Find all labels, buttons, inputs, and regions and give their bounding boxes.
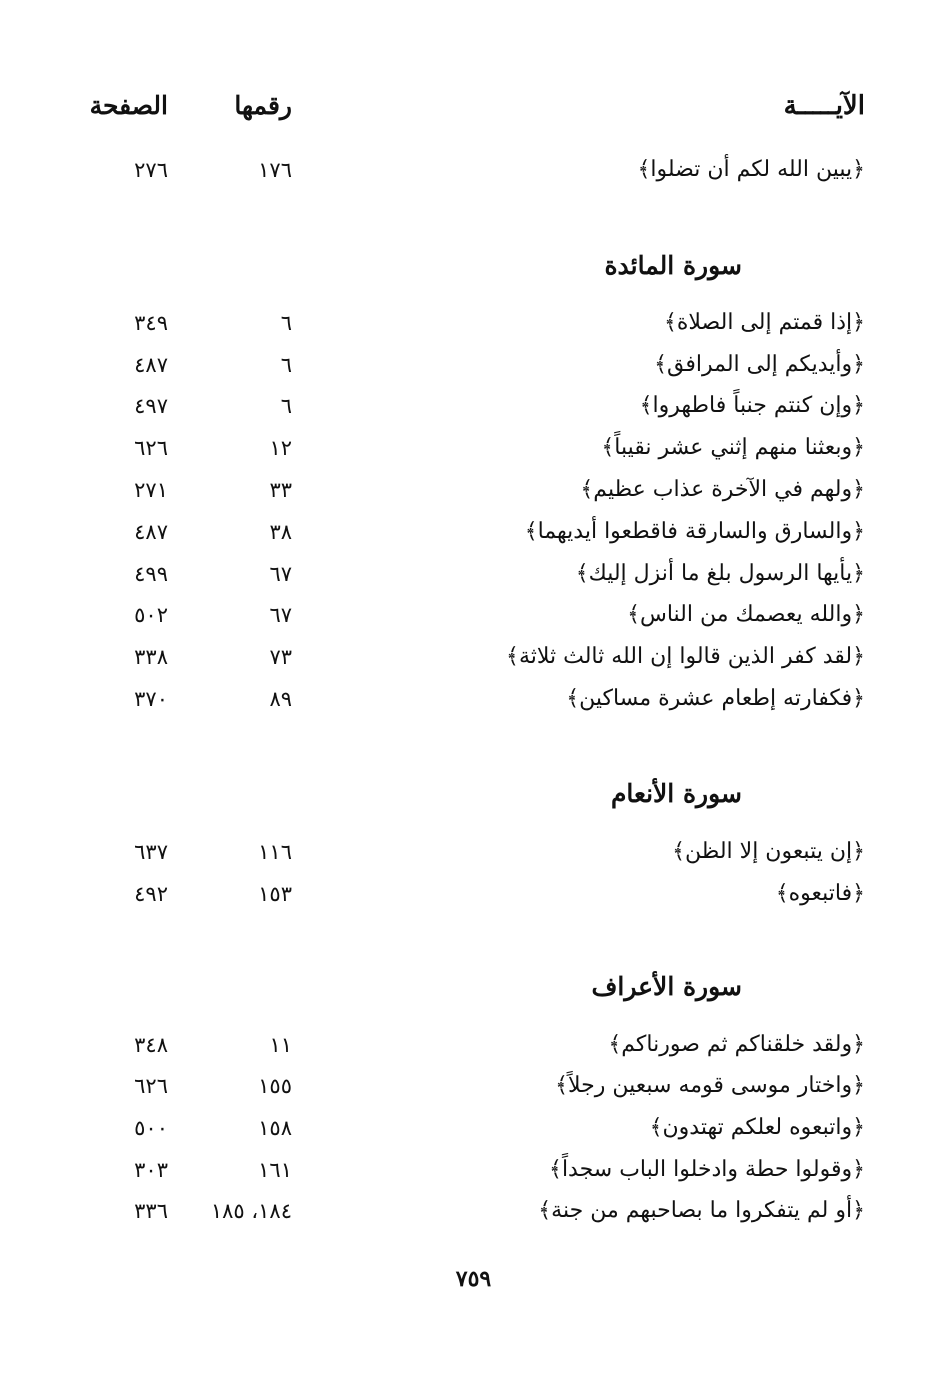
verse-number: ١٧٦: [258, 158, 292, 182]
page-reference: ٦٢٦: [134, 436, 168, 460]
verse-text: ﴿يبين الله لكم أن تضلوا﴾: [637, 157, 865, 182]
verse-number: ٧٣: [269, 645, 292, 669]
verse-number: ٦٧: [269, 603, 292, 627]
surah-heading: سورة المائدة: [604, 251, 742, 280]
verse-number: ١٥٨: [258, 1116, 292, 1140]
verse-text: ﴿إذا قمتم إلى الصلاة﴾: [664, 310, 865, 335]
page-number: ٧٥٩: [455, 1266, 492, 1292]
verse-number: ٣٨: [269, 520, 292, 544]
verse-text: ﴿فكفارته إطعام عشرة مساكين﴾: [566, 686, 865, 711]
page-reference: ٣٤٨: [134, 1033, 168, 1057]
table-row: [0, 1066, 947, 1106]
verse-text: ﴿وأيديكم إلى المرافق﴾: [654, 352, 865, 377]
table-row: [0, 512, 947, 552]
verse-number: ٦: [280, 311, 292, 335]
verse-number: ١١٦: [258, 840, 292, 864]
verse-number: ٦: [280, 353, 292, 377]
verse-text: ﴿وإن كنتم جنباً فاطهروا﴾: [639, 393, 865, 418]
page-reference: ٣٧٠: [134, 687, 168, 711]
verse-number: ١٥٣: [258, 882, 292, 906]
page-reference: ٤٩٢: [134, 882, 168, 906]
table-row: [0, 386, 947, 426]
surah-heading: سورة الأنعام: [610, 779, 742, 808]
page-reference: ٥٠٠: [134, 1116, 168, 1140]
verse-number: ١٢: [269, 436, 292, 460]
verse-number: ١٨٤، ١٨٥: [210, 1199, 292, 1223]
page-reference: ٥٠٢: [134, 603, 168, 627]
table-row: [0, 832, 947, 872]
verse-text: ﴿والله يعصمك من الناس﴾: [627, 602, 865, 627]
page-reference: ٦٢٦: [134, 1074, 168, 1098]
verse-text: ﴿ولقد خلقناكم ثم صورناكم﴾: [608, 1032, 865, 1057]
verse-number: ٦: [280, 394, 292, 418]
verse-column-header: الآيـــــة: [783, 91, 865, 121]
page-reference: ٢٧١: [134, 478, 168, 502]
table-row: [0, 679, 947, 719]
page-reference: ٣٣٦: [134, 1199, 168, 1223]
verse-text: ﴿واختار موسى قومه سبعين رجلاً﴾: [555, 1073, 865, 1098]
table-row: [0, 428, 947, 468]
verse-text: ﴿لقد كفر الذين قالوا إن الله ثالث ثلاثة﴾: [506, 644, 865, 669]
number-column-header: رقمها: [234, 91, 292, 120]
verse-number: ٦٧: [269, 562, 292, 586]
verse-text: ﴿واتبعوه لعلكم تهتدون﴾: [649, 1115, 865, 1140]
page-reference: ٣٤٩: [134, 311, 168, 335]
page-reference: ٣٣٨: [134, 645, 168, 669]
table-row: [0, 150, 947, 190]
page-reference: ٤٨٧: [134, 353, 168, 377]
page-reference: ٣٠٣: [134, 1158, 168, 1182]
table-row: [0, 345, 947, 385]
table-row: [0, 637, 947, 677]
verse-number: ١١: [269, 1033, 292, 1057]
verse-text: ﴿والسارق والسارقة فاقطعوا أيديهما﴾: [524, 519, 865, 544]
verse-text: ﴿ولهم في الآخرة عذاب عظيم﴾: [580, 477, 865, 502]
page-reference: ٤٩٩: [134, 562, 168, 586]
table-row: [0, 303, 947, 343]
verse-text: ﴿إن يتبعون إلا الظن﴾: [672, 839, 865, 864]
table-header: [0, 86, 947, 126]
verse-number: ٣٣: [269, 478, 292, 502]
table-row: [0, 1191, 947, 1231]
page-reference: ٦٣٧: [134, 840, 168, 864]
page-reference: ٢٧٦: [134, 158, 168, 182]
verse-number: ٨٩: [269, 687, 292, 711]
page-reference: ٤٩٧: [134, 394, 168, 418]
surah-heading: سورة الأعراف: [591, 972, 742, 1001]
verse-text: ﴿وقولوا حطة وادخلوا الباب سجداً﴾: [549, 1157, 865, 1182]
verse-text: ﴿أو لم يتفكروا ما بصاحبهم من جنة﴾: [538, 1198, 865, 1223]
table-row: [0, 1025, 947, 1065]
table-row: [0, 554, 947, 594]
table-row: [0, 595, 947, 635]
table-row: [0, 1108, 947, 1148]
page-reference: ٤٨٧: [134, 520, 168, 544]
verse-text: ﴿وبعثنا منهم إثني عشر نقيباً﴾: [601, 435, 865, 460]
verse-number: ١٥٥: [258, 1074, 292, 1098]
verse-text: ﴿يأيها الرسول بلغ ما أنزل إليك﴾: [575, 561, 865, 586]
table-row: [0, 470, 947, 510]
page-column-header: الصفحة: [89, 91, 168, 120]
verse-text: ﴿فاتبعوه﴾: [775, 881, 865, 906]
table-row: [0, 874, 947, 914]
table-row: [0, 1150, 947, 1190]
verse-number: ١٦١: [258, 1158, 292, 1182]
